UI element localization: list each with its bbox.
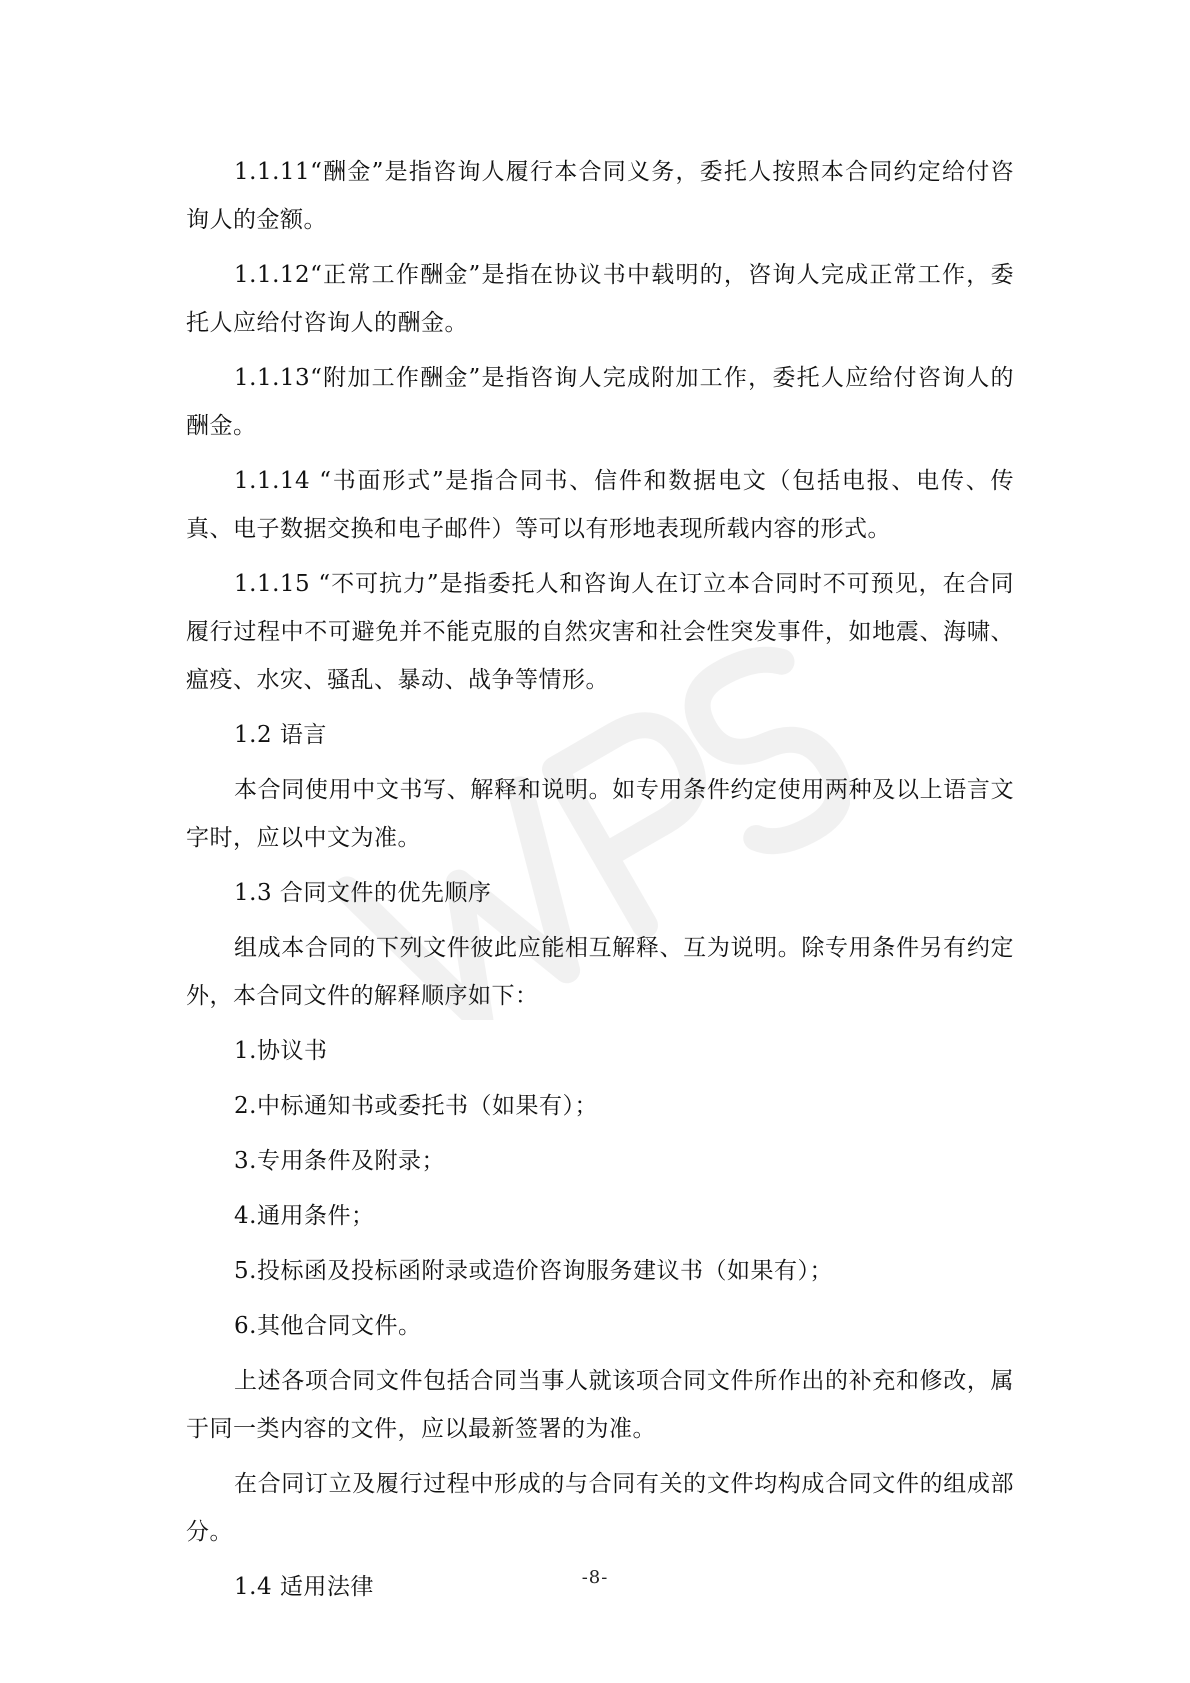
clause-additional-work-remuneration: 1.1.13“附加工作酬金”是指咨询人完成附加工作，委托人应给付咨询人的酬金。: [186, 365, 1014, 439]
list-item-other-documents: 6.其他合同文件。: [234, 1313, 422, 1339]
section-heading-applicable-law: 1.4 适用法律: [234, 1574, 374, 1600]
list-item-bid-letter: 5.投标函及投标函附录或造价咨询服务建议书（如果有）；: [234, 1258, 833, 1284]
clause-force-majeure: 1.1.15 “不可抗力”是指委托人和咨询人在订立本合同时不可预见，在合同履行过程中不可避免并不能克服的自然灾害和社会性突发事件，如地震、海啸、瘟疫、水灾、骚乱、暴动、战争等情形。: [186, 571, 1014, 693]
section-heading-language: 1.2 语言: [234, 722, 327, 748]
section-heading-document-priority: 1.3 合同文件的优先顺序: [234, 880, 492, 906]
list-item-general-conditions: 4.通用条件；: [234, 1203, 375, 1229]
list-item-agreement: 1.协议书: [234, 1038, 328, 1064]
clause-remuneration: 1.1.11“酬金”是指咨询人履行本合同义务，委托人按照本合同约定给付咨询人的金额。: [186, 159, 1014, 233]
document-body: [186, 148, 1014, 1618]
clause-supplements: 上述各项合同文件包括合同当事人就该项合同文件所作出的补充和修改，属于同一类内容的文件，应以最新签署的为准。: [186, 1368, 1014, 1442]
clause-related-documents: 在合同订立及履行过程中形成的与合同有关的文件均构成合同文件的组成部分。: [186, 1471, 1014, 1545]
list-item-special-conditions: 3.专用条件及附录；: [234, 1148, 445, 1174]
clause-normal-work-remuneration: 1.1.12“正常工作酬金”是指在协议书中载明的，咨询人完成正常工作，委托人应给付咨询人的酬金。: [186, 262, 1014, 336]
clause-written-form: 1.1.14 “书面形式”是指合同书、信件和数据电文（包括电报、电传、传真、电子数据交换和电子邮件）等可以有形地表现所载内容的形式。: [186, 468, 1014, 542]
page-number: -8-: [581, 1567, 609, 1588]
list-item-award-notice: 2.中标通知书或委托书（如果有）；: [234, 1093, 598, 1119]
clause-language: 本合同使用中文书写、解释和说明。如专用条件约定使用两种及以上语言文字时，应以中文为准。: [186, 777, 1014, 851]
clause-document-priority: 组成本合同的下列文件彼此应能相互解释、互为说明。除专用条件另有约定外，本合同文件的解释顺序如下：: [186, 935, 1014, 1009]
